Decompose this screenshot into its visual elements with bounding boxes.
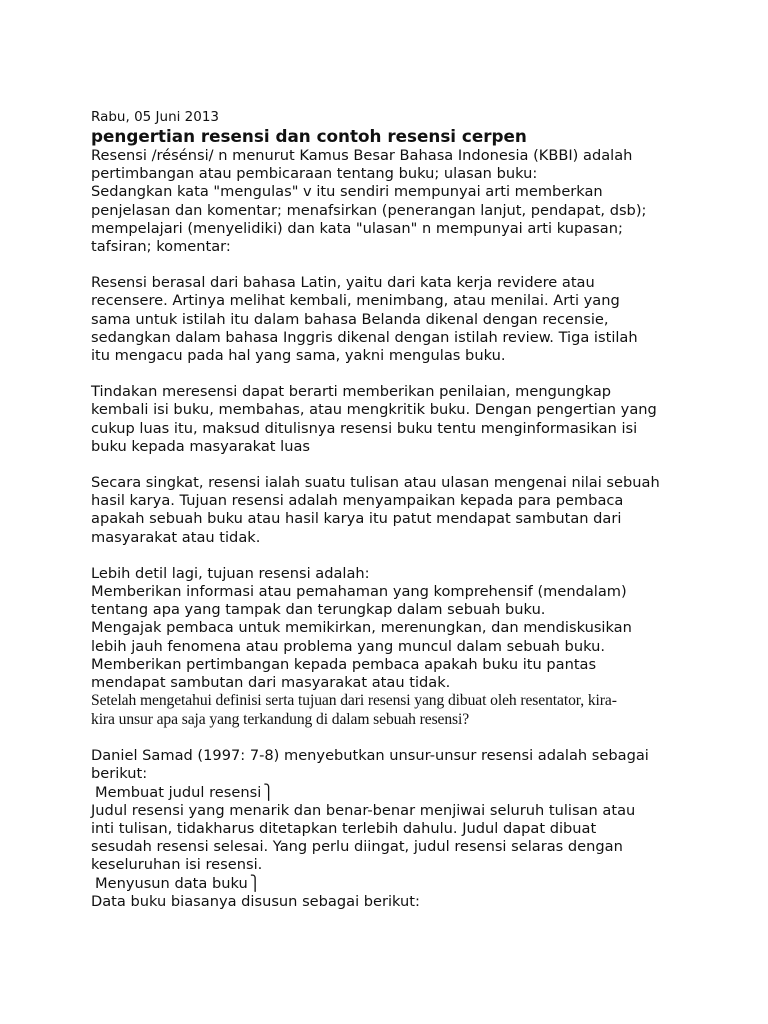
text-line: Lebih detil lagi, tujuan resensi adalah: <box>91 564 370 582</box>
text-line: Memberikan pertimbangan kepada pembaca apakah buku itu pantas <box>91 655 597 673</box>
text-line: Daniel Samad (1997: 7-8) menyebutkan unsur-unsur resensi adalah sebagai <box>91 747 649 765</box>
text-line: apakah sebuah buku atau hasil karya itu patut mendapat sambutan dari <box>91 510 622 528</box>
text-line: tentang apa yang tampak dan terungkap dalam sebuah buku. <box>91 601 546 619</box>
text-line: Judul resensi yang menarik dan benar-benar menjiwai seluruh tulisan atau <box>91 801 636 819</box>
post-title: pengertian resensi dan contoh resensi cerpen <box>91 126 527 146</box>
text-line: sama untuk istilah itu dalam bahasa Belanda dikenal dengan recensie, <box>91 310 609 328</box>
list-item <box>91 875 691 893</box>
text-line: Secara singkat, resensi ialah suatu tulisan atau ulasan mengenai nilai sebuah <box>91 474 660 492</box>
text-line: penjelasan dan komentar; menafsirkan (penerangan lanjut, pendapat, dsb); <box>91 201 647 219</box>
list-item-label: Membuat judul resensi <box>95 783 262 801</box>
text-line: Setelah mengetahui definisi serta tujuan dari resensi yang dibuat oleh resentator, kira- <box>91 692 617 710</box>
paragraph-definition <box>91 147 691 256</box>
text-line: mempelajari (menyelidiki) dan kata "ulasan" n mempunyai arti kupasan; <box>91 219 623 237</box>
text-line: itu mengacu pada hal yang sama, yakni mengulas buku. <box>91 347 506 365</box>
paragraph-action <box>91 383 691 456</box>
text-line: inti tulisan, tidakharus ditetapkan terlebih dahulu. Judul dapat dibuat <box>91 819 597 837</box>
bracket-glyph: ⎫ <box>249 874 261 892</box>
text-line: buku kepada masyarakat luas <box>91 437 310 455</box>
text-line: pertimbangan atau pembicaraan tentang buku; ulasan buku: <box>91 165 538 183</box>
bracket-glyph: ⎫ <box>263 783 275 801</box>
text-line: mendapat sambutan dari masyarakat atau tidak. <box>91 674 451 692</box>
text-line: keseluruhan isi resensi. <box>91 856 263 874</box>
text-line: kembali isi buku, membahas, atau mengkritik buku. Dengan pengertian yang <box>91 401 657 419</box>
post-date: Rabu, 05 Juni 2013 <box>91 109 220 125</box>
text-line: masyarakat atau tidak. <box>91 528 261 546</box>
text-line: Mengajak pembaca untuk memikirkan, merenungkan, dan mendiskusikan <box>91 619 632 637</box>
text-line: Memberikan informasi atau pemahaman yang komprehensif (mendalam) <box>91 583 627 601</box>
paragraph-summary <box>91 474 691 547</box>
text-line: hasil karya. Tujuan resensi adalah menyampaikan kepada para pembaca <box>91 492 624 510</box>
document-page <box>91 108 691 911</box>
paragraph-origin <box>91 274 691 365</box>
list-item-label: Menyusun data buku <box>95 874 248 892</box>
text-line: Sedangkan kata "mengulas" v itu sendiri mempunyai arti memberkan <box>91 183 603 201</box>
text-line: cukup luas itu, maksud ditulisnya resensi buku tentu menginformasikan isi <box>91 419 638 437</box>
text-line: berikut: <box>91 765 148 783</box>
text-line: lebih jauh fenomena atau problema yang muncul dalam sebuah buku. <box>91 637 605 655</box>
text-line: kira unsur apa saja yang terkandung di dalam sebuah resensi? <box>91 710 470 728</box>
text-line: Tindakan meresensi dapat berarti memberikan penilaian, mengungkap <box>91 383 612 401</box>
paragraph-question <box>91 692 691 729</box>
text-line: tafsiran; komentar: <box>91 238 231 256</box>
text-line: Resensi berasal dari bahasa Latin, yaitu dari kata kerja revidere atau <box>91 274 595 292</box>
text-line: recensere. Artinya melihat kembali, menimbang, atau menilai. Arti yang <box>91 292 620 310</box>
text-line: sedangkan dalam bahasa Inggris dikenal dengan istilah review. Tiga istilah <box>91 328 638 346</box>
text-line: Resensi /résénsi/ n menurut Kamus Besar Bahasa Indonesia (KBBI) adalah <box>91 147 633 164</box>
text-line: sesudah resensi selesai. Yang perlu diingat, judul resensi selaras dengan <box>91 838 623 856</box>
paragraph-purpose <box>91 565 691 692</box>
text-line: Data buku biasanya disusun sebagai berikut: <box>91 892 420 910</box>
list-item <box>91 784 691 802</box>
paragraph-elements <box>91 747 691 911</box>
